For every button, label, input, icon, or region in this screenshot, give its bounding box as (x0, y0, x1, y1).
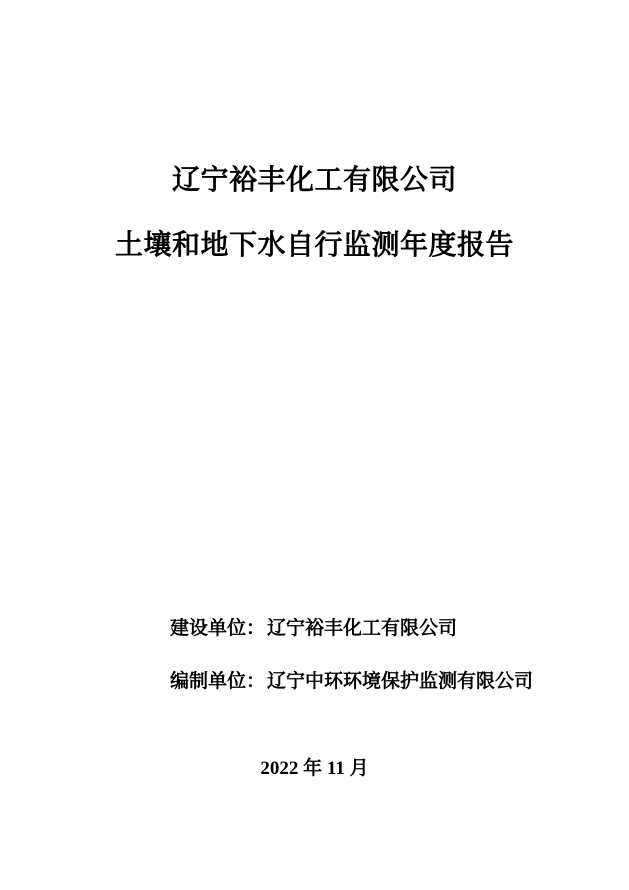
construction-unit-label: 建设单位： (170, 618, 266, 639)
construction-unit-row (170, 617, 457, 641)
construction-unit-value: 辽宁裕丰化工有限公司 (267, 618, 458, 639)
compilation-unit-value: 辽宁中环环境保护监测有限公司 (267, 671, 534, 692)
cover-date: 2022 年 11 月 (260, 758, 369, 779)
compilation-unit-row (170, 670, 533, 694)
cover-company-title: 辽宁裕丰化工有限公司 (171, 165, 457, 196)
compilation-unit-label: 编制单位： (170, 671, 266, 692)
cover-report-title: 土壤和地下水自行监测年度报告 (114, 230, 514, 261)
